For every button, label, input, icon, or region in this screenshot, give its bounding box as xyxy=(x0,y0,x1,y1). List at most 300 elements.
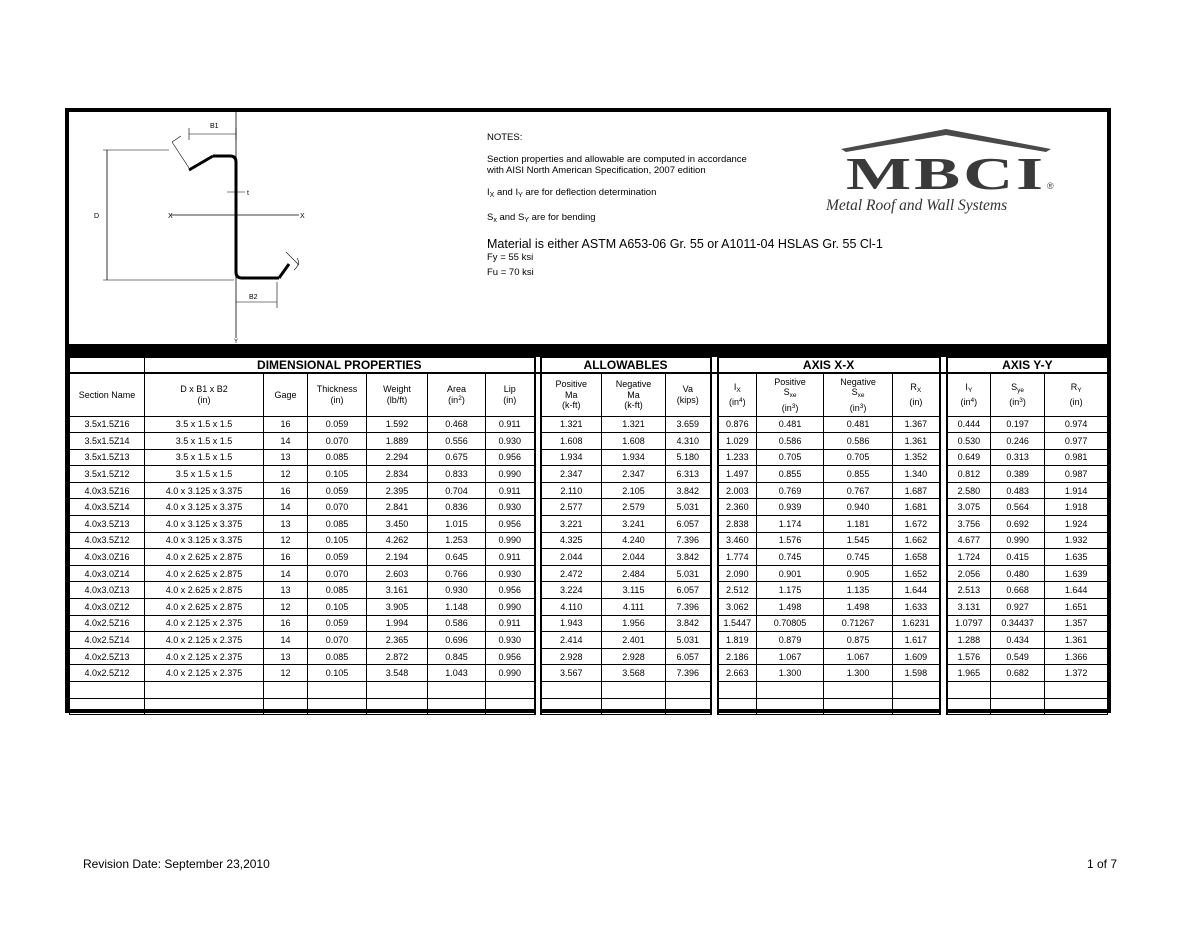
table-row xyxy=(70,433,1108,450)
table-cell: 0.682 xyxy=(991,665,1045,682)
table-cell xyxy=(666,682,711,699)
table-cell: 3.131 xyxy=(947,599,991,616)
table-cell: 0.434 xyxy=(991,632,1045,649)
table-cell: 5.031 xyxy=(666,499,711,516)
column-gap xyxy=(711,582,718,599)
table-cell: 0.977 xyxy=(1045,433,1108,450)
table-cell: 0.085 xyxy=(308,648,367,665)
table-cell: 1.652 xyxy=(893,565,940,582)
table-cell: 0.070 xyxy=(308,565,367,582)
table-cell: 0.987 xyxy=(1045,466,1108,483)
table-cell: 2.928 xyxy=(602,648,666,665)
table-cell: 2.044 xyxy=(541,549,602,566)
table-cell: 2.003 xyxy=(718,482,757,499)
table-cell: 0.911 xyxy=(486,549,535,566)
table-cell: 1.545 xyxy=(824,532,893,549)
table-cell: 7.396 xyxy=(666,665,711,682)
column-gap xyxy=(711,532,718,549)
table-row xyxy=(70,532,1108,549)
table-cell xyxy=(666,698,711,715)
table-cell: 0.71267 xyxy=(824,615,893,632)
table-cell: 1.174 xyxy=(757,516,824,533)
table-cell: 0.766 xyxy=(428,565,486,582)
table-cell: 0.956 xyxy=(486,648,535,665)
table-cell xyxy=(486,682,535,699)
column-gap xyxy=(711,665,718,682)
table-cell: 1.608 xyxy=(541,433,602,450)
table-cell: 1.497 xyxy=(718,466,757,483)
column-gap xyxy=(711,433,718,450)
header-positive-sxe: Positive $S_{xe}$ $(in^3)$ xyxy=(757,373,824,416)
table-cell: 1.321 xyxy=(602,416,666,433)
table-cell: 2.347 xyxy=(541,466,602,483)
table-cell xyxy=(757,682,824,699)
table-cell: 1.644 xyxy=(893,582,940,599)
table-cell: 14 xyxy=(264,632,308,649)
table-cell: 13 xyxy=(264,516,308,533)
table-cell: 4.0 x 2.125 x 2.375 xyxy=(145,632,264,649)
table-cell xyxy=(893,698,940,715)
table-cell xyxy=(1045,698,1108,715)
table-cell: 1.617 xyxy=(893,632,940,649)
table-cell: 0.530 xyxy=(947,433,991,450)
revision-date: Revision Date: September 23,2010 xyxy=(83,857,270,871)
table-cell: 4.110 xyxy=(541,599,602,616)
table-cell: 2.512 xyxy=(718,582,757,599)
group-dimensional: DIMENSIONAL PROPERTIES xyxy=(145,358,535,374)
table-cell: 3.5x1.5Z12 xyxy=(70,466,145,483)
black-separator-bar xyxy=(69,344,1107,357)
table-cell: 1.029 xyxy=(718,433,757,450)
table-cell xyxy=(893,682,940,699)
table-cell: 0.990 xyxy=(486,466,535,483)
table-cell: 2.105 xyxy=(602,482,666,499)
table-cell: 3.241 xyxy=(602,516,666,533)
header-ix: $I_X$ $(in^4)$ xyxy=(718,373,757,416)
table-cell: 2.484 xyxy=(602,565,666,582)
header-lip: Lip (in) xyxy=(486,373,535,416)
table-cell: 1.609 xyxy=(893,648,940,665)
table-cell: 0.745 xyxy=(824,549,893,566)
table-cell: 1.924 xyxy=(1045,516,1108,533)
table-cell: 16 xyxy=(264,549,308,566)
table-cell: 1.233 xyxy=(718,449,757,466)
table-cell: 1.300 xyxy=(757,665,824,682)
table-cell: 0.940 xyxy=(824,499,893,516)
table-cell: 1.576 xyxy=(947,648,991,665)
table-cell: 0.845 xyxy=(428,648,486,665)
table-cell: 2.044 xyxy=(602,549,666,566)
table-cell: 1.148 xyxy=(428,599,486,616)
table-cell: 0.668 xyxy=(991,582,1045,599)
table-cell: 0.313 xyxy=(991,449,1045,466)
table-cell: 2.513 xyxy=(947,582,991,599)
table-cell: 4.0x2.5Z16 xyxy=(70,615,145,632)
table-cell: 0.70805 xyxy=(757,615,824,632)
table-cell: 0.085 xyxy=(308,582,367,599)
table-row xyxy=(70,499,1108,516)
table-cell: 0.901 xyxy=(757,565,824,582)
table-cell: 1.366 xyxy=(1045,648,1108,665)
group-allowables: ALLOWABLES xyxy=(541,358,711,374)
table-cell: 0.586 xyxy=(428,615,486,632)
table-cell: 0.692 xyxy=(991,516,1045,533)
table-cell: 4.0x2.5Z12 xyxy=(70,665,145,682)
column-gap xyxy=(940,599,947,616)
table-cell: 4.262 xyxy=(367,532,428,549)
table-cell: 5.031 xyxy=(666,565,711,582)
table-cell: 3.659 xyxy=(666,416,711,433)
table-cell: 2.841 xyxy=(367,499,428,516)
table-cell: 0.059 xyxy=(308,549,367,566)
table-cell: 0.745 xyxy=(757,549,824,566)
header-panel xyxy=(69,112,1107,344)
table-cell: 0.059 xyxy=(308,416,367,433)
table-cell: 4.111 xyxy=(602,599,666,616)
table-cell: 4.0 x 2.625 x 2.875 xyxy=(145,582,264,599)
table-cell: 1.6231 xyxy=(893,615,940,632)
table-row xyxy=(70,682,1108,699)
column-gap xyxy=(940,482,947,499)
table-cell xyxy=(264,682,308,699)
page-number: 1 of 7 xyxy=(1086,857,1117,871)
table-cell: 2.577 xyxy=(541,499,602,516)
table-cell: 3.224 xyxy=(541,582,602,599)
header-sye: $S_{ye}$ $(in^3)$ xyxy=(991,373,1045,416)
table-cell: 12 xyxy=(264,532,308,549)
header-iy: $I_Y$ $(in^4)$ xyxy=(947,373,991,416)
table-cell: 1.067 xyxy=(757,648,824,665)
table-cell: 2.186 xyxy=(718,648,757,665)
table-cell: 4.0x3.5Z13 xyxy=(70,516,145,533)
table-cell: 3.460 xyxy=(718,532,757,549)
table-cell: 14 xyxy=(264,433,308,450)
table-cell: 0.085 xyxy=(308,516,367,533)
table-cell: 0.855 xyxy=(757,466,824,483)
column-gap xyxy=(711,466,718,483)
table-cell xyxy=(602,682,666,699)
column-gap xyxy=(940,665,947,682)
table-cell: 0.812 xyxy=(947,466,991,483)
table-cell: 0.556 xyxy=(428,433,486,450)
table-row xyxy=(70,416,1108,433)
notes-heading: NOTES: xyxy=(487,132,523,143)
table-cell: 1.361 xyxy=(893,433,940,450)
table-cell: 1.175 xyxy=(757,582,824,599)
table-cell: 1.658 xyxy=(893,549,940,566)
table-cell: 5.031 xyxy=(666,632,711,649)
table-cell: 0.836 xyxy=(428,499,486,516)
table-cell: 0.767 xyxy=(824,482,893,499)
table-cell: 2.872 xyxy=(367,648,428,665)
table-cell: 1.943 xyxy=(541,615,602,632)
table-cell: 0.483 xyxy=(991,482,1045,499)
column-gap xyxy=(940,416,947,433)
table-cell: 1.724 xyxy=(947,549,991,566)
table-cell: 1.498 xyxy=(824,599,893,616)
table-cell: 0.930 xyxy=(486,632,535,649)
table-cell: 13 xyxy=(264,648,308,665)
table-cell: 0.990 xyxy=(486,665,535,682)
table-cell: 1.914 xyxy=(1045,482,1108,499)
table-cell: 0.905 xyxy=(824,565,893,582)
table-cell: 0.875 xyxy=(824,632,893,649)
table-cell: 4.310 xyxy=(666,433,711,450)
table-cell: 1.687 xyxy=(893,482,940,499)
table-cell: 4.0x3.5Z14 xyxy=(70,499,145,516)
table-cell: 1.253 xyxy=(428,532,486,549)
table-cell: 1.956 xyxy=(602,615,666,632)
table-cell: 0.070 xyxy=(308,632,367,649)
table-cell: 0.927 xyxy=(991,599,1045,616)
table-cell: 1.639 xyxy=(1045,565,1108,582)
table-cell: 2.056 xyxy=(947,565,991,582)
table-cell: 0.059 xyxy=(308,482,367,499)
table-cell: 14 xyxy=(264,565,308,582)
table-cell: 13 xyxy=(264,449,308,466)
column-gap xyxy=(940,582,947,599)
table-cell: 0.085 xyxy=(308,449,367,466)
table-cell: 1.662 xyxy=(893,532,940,549)
table-cell: 1.672 xyxy=(893,516,940,533)
table-cell: 4.240 xyxy=(602,532,666,549)
notes-line2: with AISI North American Specification, 2007 edition xyxy=(487,165,706,176)
table-cell: 4.0x2.5Z13 xyxy=(70,648,145,665)
table-cell: 2.194 xyxy=(367,549,428,566)
spec-sheet-frame xyxy=(65,108,1111,713)
table-cell xyxy=(602,698,666,715)
table-row xyxy=(70,466,1108,483)
b2-label: B2 xyxy=(249,294,258,301)
table-cell: 0.705 xyxy=(757,449,824,466)
column-gap xyxy=(711,565,718,582)
table-cell: 1.934 xyxy=(541,449,602,466)
column-gap xyxy=(711,599,718,616)
header-area: Area $(in^2)$ xyxy=(428,373,486,416)
table-cell: 0.930 xyxy=(486,499,535,516)
table-cell: 3.842 xyxy=(666,482,711,499)
table-cell: 1.5447 xyxy=(718,615,757,632)
table-cell xyxy=(541,682,602,699)
header-gage: Gage xyxy=(264,373,308,416)
table-cell: 0.974 xyxy=(1045,416,1108,433)
table-cell: 3.567 xyxy=(541,665,602,682)
y-axis-label: Y xyxy=(234,339,239,344)
table-row xyxy=(70,599,1108,616)
table-cell xyxy=(757,698,824,715)
table-cell: 2.580 xyxy=(947,482,991,499)
table-cell: 4.0x3.0Z12 xyxy=(70,599,145,616)
table-row xyxy=(70,615,1108,632)
table-cell: 2.838 xyxy=(718,516,757,533)
table-cell xyxy=(428,698,486,715)
table-cell: 1.321 xyxy=(541,416,602,433)
table-cell: 4.0 x 3.125 x 3.375 xyxy=(145,516,264,533)
table-cell: 2.603 xyxy=(367,565,428,582)
table-cell: 16 xyxy=(264,615,308,632)
column-gap xyxy=(711,698,718,715)
table-cell xyxy=(991,698,1045,715)
table-cell: 0.105 xyxy=(308,466,367,483)
column-gap xyxy=(711,632,718,649)
table-row xyxy=(70,549,1108,566)
t-label: t xyxy=(247,190,249,197)
table-cell: 0.930 xyxy=(428,582,486,599)
table-cell: 2.090 xyxy=(718,565,757,582)
table-cell: 1.819 xyxy=(718,632,757,649)
table-cell: 1.0797 xyxy=(947,615,991,632)
group-axis-xx: AXIS X-X xyxy=(718,358,940,374)
table-body xyxy=(70,416,1108,715)
table-cell: 0.105 xyxy=(308,532,367,549)
table-cell: 2.110 xyxy=(541,482,602,499)
logo-tagline: Metal Roof and Wall Systems xyxy=(826,197,1008,214)
table-cell: 16 xyxy=(264,416,308,433)
table-cell: 3.5 x 1.5 x 1.5 xyxy=(145,416,264,433)
table-cell: 2.414 xyxy=(541,632,602,649)
table-cell xyxy=(367,698,428,715)
table-cell: 0.586 xyxy=(824,433,893,450)
table-cell: 0.070 xyxy=(308,499,367,516)
header-negative-sxe: Negative $S_{xe}$ $(in^3)$ xyxy=(824,373,893,416)
notes-line1: Section properties and allowable are computed in accordance xyxy=(487,154,747,165)
table-cell: 4.0 x 2.125 x 2.375 xyxy=(145,648,264,665)
table-cell: 1.352 xyxy=(893,449,940,466)
table-cell: 4.0 x 3.125 x 3.375 xyxy=(145,499,264,516)
table-cell xyxy=(70,698,145,715)
table-cell: 1.635 xyxy=(1045,549,1108,566)
table-cell: 7.396 xyxy=(666,599,711,616)
column-gap xyxy=(940,516,947,533)
table-cell: 3.5x1.5Z16 xyxy=(70,416,145,433)
table-cell: 0.696 xyxy=(428,632,486,649)
table-cell: 1.608 xyxy=(602,433,666,450)
table-cell: 1.598 xyxy=(893,665,940,682)
table-cell: 0.444 xyxy=(947,416,991,433)
table-cell: 2.834 xyxy=(367,466,428,483)
table-cell: 0.059 xyxy=(308,615,367,632)
column-gap xyxy=(711,549,718,566)
table-cell xyxy=(428,682,486,699)
column-gap xyxy=(711,449,718,466)
table-cell: 4.0x3.0Z16 xyxy=(70,549,145,566)
table-cell: 3.062 xyxy=(718,599,757,616)
table-cell: 3.161 xyxy=(367,582,428,599)
table-cell: 1.498 xyxy=(757,599,824,616)
table-cell: 0.105 xyxy=(308,599,367,616)
table-cell: 0.833 xyxy=(428,466,486,483)
table-cell: 2.472 xyxy=(541,565,602,582)
table-cell xyxy=(718,682,757,699)
table-cell: 1.372 xyxy=(1045,665,1108,682)
table-cell xyxy=(718,698,757,715)
table-cell: 0.481 xyxy=(757,416,824,433)
table-cell: 4.325 xyxy=(541,532,602,549)
group-axis-yy: AXIS Y-Y xyxy=(947,358,1108,374)
notes-material: Material is either ASTM A653-06 Gr. 55 or A1011-04 HSLAS Gr. 55 Cl-1 xyxy=(487,237,883,251)
table-cell: 1.181 xyxy=(824,516,893,533)
table-cell: 5.180 xyxy=(666,449,711,466)
table-cell: 4.0x3.0Z13 xyxy=(70,582,145,599)
table-cell: 1.932 xyxy=(1045,532,1108,549)
table-cell: 2.395 xyxy=(367,482,428,499)
table-cell: 4.0 x 2.625 x 2.875 xyxy=(145,549,264,566)
table-cell: 0.480 xyxy=(991,565,1045,582)
table-cell: 1.633 xyxy=(893,599,940,616)
table-cell: 0.855 xyxy=(824,466,893,483)
table-cell: 0.990 xyxy=(486,599,535,616)
table-cell: 0.704 xyxy=(428,482,486,499)
table-cell: 1.043 xyxy=(428,665,486,682)
table-cell: 4.0 x 2.125 x 2.375 xyxy=(145,665,264,682)
registered-mark: ® xyxy=(1047,181,1054,191)
table-cell: 14 xyxy=(264,499,308,516)
table-cell: 0.769 xyxy=(757,482,824,499)
table-cell: 13 xyxy=(264,582,308,599)
table-cell: 0.481 xyxy=(824,416,893,433)
table-cell: 3.5 x 1.5 x 1.5 xyxy=(145,433,264,450)
table-row xyxy=(70,449,1108,466)
table-cell: 3.5 x 1.5 x 1.5 xyxy=(145,466,264,483)
table-cell: 0.956 xyxy=(486,582,535,599)
table-cell: 1.288 xyxy=(947,632,991,649)
table-cell: 1.340 xyxy=(893,466,940,483)
table-cell: 2.663 xyxy=(718,665,757,682)
table-cell: 6.057 xyxy=(666,516,711,533)
notes-fy: Fy = 55 ksi xyxy=(487,252,534,263)
table-cell: 1.965 xyxy=(947,665,991,682)
table-cell: 12 xyxy=(264,665,308,682)
column-gap xyxy=(940,532,947,549)
table-cell xyxy=(1045,682,1108,699)
header-va: Va (kips) xyxy=(666,373,711,416)
table-cell: 4.0x3.5Z16 xyxy=(70,482,145,499)
table-row xyxy=(70,632,1108,649)
column-gap xyxy=(711,499,718,516)
table-cell: 3.548 xyxy=(367,665,428,682)
table-cell: 3.5 x 1.5 x 1.5 xyxy=(145,449,264,466)
column-gap xyxy=(940,565,947,582)
table-cell: 4.0 x 2.625 x 2.875 xyxy=(145,565,264,582)
header-weight: Weight (lb/ft) xyxy=(367,373,428,416)
table-cell: 0.911 xyxy=(486,482,535,499)
column-gap xyxy=(940,615,947,632)
table-cell: 0.939 xyxy=(757,499,824,516)
column-gap xyxy=(940,698,947,715)
table-cell: 2.928 xyxy=(541,648,602,665)
table-cell xyxy=(947,698,991,715)
header-negative-ma: Negative Ma (k-ft) xyxy=(602,373,666,416)
table-row xyxy=(70,648,1108,665)
header-section-name: Section Name xyxy=(70,373,145,416)
table-cell: 3.075 xyxy=(947,499,991,516)
table-cell: 0.34437 xyxy=(991,615,1045,632)
table-cell xyxy=(145,682,264,699)
table-cell: 0.911 xyxy=(486,416,535,433)
table-cell: 0.930 xyxy=(486,433,535,450)
table-cell: 3.842 xyxy=(666,615,711,632)
table-cell: 2.347 xyxy=(602,466,666,483)
table-cell: 2.360 xyxy=(718,499,757,516)
table-cell: 3.5x1.5Z14 xyxy=(70,433,145,450)
table-row xyxy=(70,582,1108,599)
notes-sxsy: $S_x$ and $S_Y$ are for bending xyxy=(487,212,596,224)
table-cell: 1.644 xyxy=(1045,582,1108,599)
table-cell: 12 xyxy=(264,599,308,616)
section-properties-table xyxy=(69,357,1108,715)
column-gap xyxy=(940,433,947,450)
table-cell: 3.842 xyxy=(666,549,711,566)
